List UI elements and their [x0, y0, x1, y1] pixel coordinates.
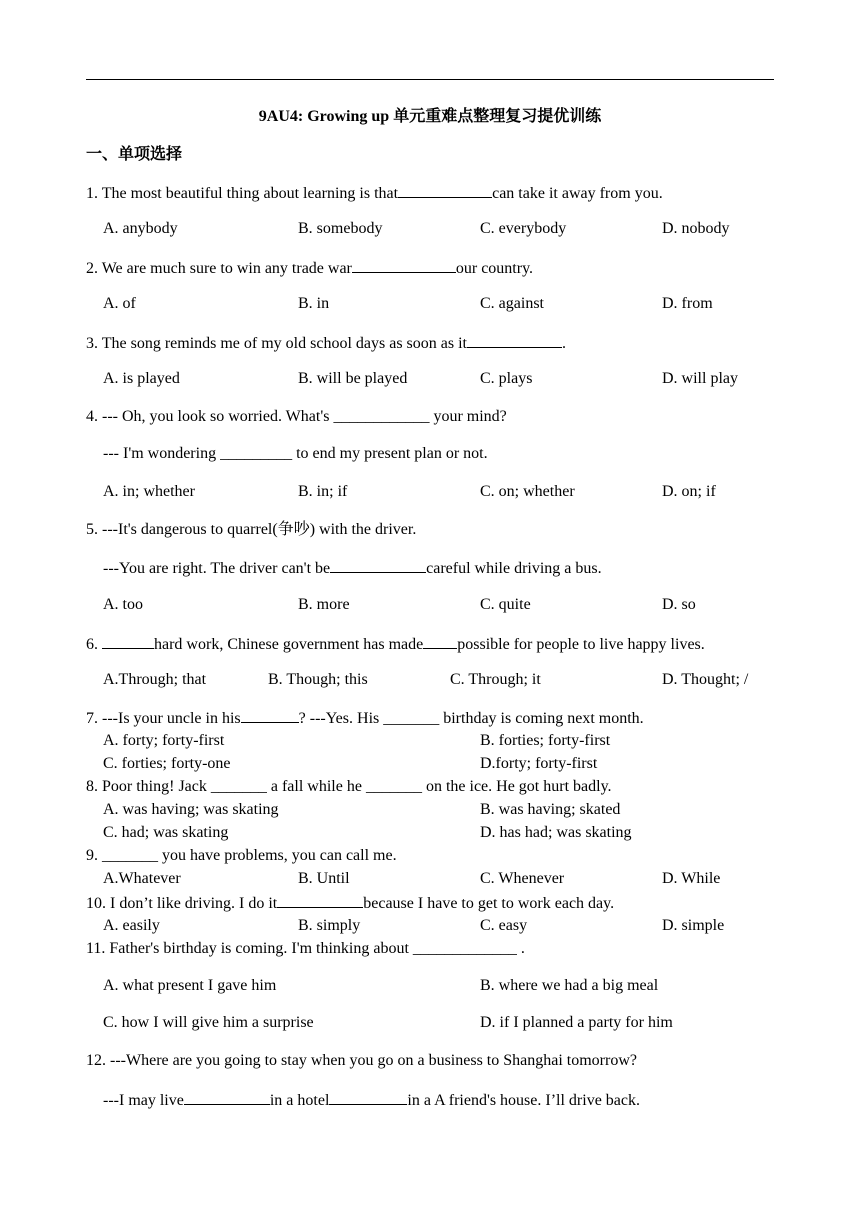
- question-11-stem: 11. Father's birthday is coming. I'm thinking about _____________ .: [86, 940, 525, 957]
- q5-option-b[interactable]: B. more: [298, 596, 350, 613]
- q7-option-b[interactable]: B. forties; forty-first: [480, 732, 611, 749]
- q11-option-a[interactable]: A. what present I gave him: [103, 977, 277, 994]
- answer-blank[interactable]: [241, 707, 299, 723]
- question-3-stem: [86, 332, 566, 354]
- q7-option-c[interactable]: C. forties; forty-one: [103, 755, 231, 772]
- q4-option-c[interactable]: C. on; whether: [480, 483, 575, 500]
- q10-option-b[interactable]: B. simply: [298, 917, 361, 934]
- stem-text: ---You are right. The driver can't be: [103, 560, 331, 577]
- q8-option-d[interactable]: D. has had; was skating: [480, 824, 632, 841]
- question-1-stem: [86, 182, 663, 204]
- stem-text: 10. I don’t like driving. I do it: [86, 895, 278, 912]
- answer-blank[interactable]: [467, 332, 562, 348]
- answer-blank[interactable]: [329, 1089, 407, 1105]
- q2-option-d[interactable]: D. from: [662, 295, 713, 312]
- q2-option-c[interactable]: C. against: [480, 295, 544, 312]
- q11-option-b[interactable]: B. where we had a big meal: [480, 977, 659, 994]
- stem-text: possible for people to live happy lives.: [457, 636, 705, 653]
- q2-option-a[interactable]: A. of: [103, 295, 136, 312]
- q5-option-c[interactable]: C. quite: [480, 596, 531, 613]
- stem-text: can take it away from you.: [492, 185, 663, 202]
- q4-option-b[interactable]: B. in; if: [298, 483, 348, 500]
- stem-text: our country.: [455, 260, 534, 277]
- q7-option-a[interactable]: A. forty; forty-first: [103, 732, 225, 749]
- q10-option-d[interactable]: D. simple: [662, 917, 725, 934]
- answer-blank[interactable]: [330, 557, 426, 573]
- answer-blank[interactable]: [277, 892, 363, 908]
- question-8-stem: 8. Poor thing! Jack _______ a fall while he _______ on the ice. He got hurt badly.: [86, 778, 612, 795]
- question-6-stem: [86, 633, 705, 655]
- answer-blank[interactable]: [352, 257, 456, 273]
- q6-option-c[interactable]: C. Through; it: [450, 671, 541, 688]
- stem-text: 2. We are much sure to win any trade war: [86, 260, 352, 277]
- answer-blank[interactable]: [423, 633, 457, 649]
- question-9-stem: 9. _______ you have problems, you can call me.: [86, 847, 397, 864]
- q6-option-d[interactable]: D. Thought; /: [662, 671, 749, 688]
- q1-option-d[interactable]: D. nobody: [662, 220, 730, 237]
- stem-text: .: [562, 335, 566, 352]
- q3-option-d[interactable]: D. will play: [662, 370, 738, 387]
- question-5-line2: [103, 557, 602, 579]
- q1-option-c[interactable]: C. everybody: [480, 220, 567, 237]
- q4-option-a[interactable]: A. in; whether: [103, 483, 195, 500]
- question-12-line2: [103, 1089, 640, 1111]
- stem-text: careful while driving a bus.: [426, 560, 602, 577]
- q9-option-d[interactable]: D. While: [662, 870, 721, 887]
- q10-option-a[interactable]: A. easily: [103, 917, 160, 934]
- stem-text: 3. The song reminds me of my old school days as soon as it: [86, 335, 467, 352]
- stem-text: hard work, Chinese government has made: [154, 636, 424, 653]
- question-12-stem: 12. ---Where are you going to stay when you go on a business to Shanghai tomorrow?: [86, 1052, 637, 1069]
- q6-option-a[interactable]: A.Through; that: [103, 671, 207, 688]
- q9-option-b[interactable]: B. Until: [298, 870, 350, 887]
- question-5-stem: 5. ---It's dangerous to quarrel(争吵) with the driver.: [86, 521, 417, 538]
- q9-option-c[interactable]: C. Whenever: [480, 870, 565, 887]
- question-4-stem: 4. --- Oh, you look so worried. What's ____________ your mind?: [86, 408, 507, 425]
- answer-blank[interactable]: [102, 633, 154, 649]
- question-4-line2: --- I'm wondering _________ to end my present plan or not.: [103, 445, 488, 462]
- q11-option-c[interactable]: C. how I will give him a surprise: [103, 1014, 314, 1031]
- stem-text: in a hotel: [269, 1092, 330, 1109]
- stem-text: 7. ---Is your uncle in his: [86, 710, 241, 727]
- question-7-stem: [86, 707, 644, 729]
- q8-option-a[interactable]: A. was having; was skating: [103, 801, 279, 818]
- q4-option-d[interactable]: D. on; if: [662, 483, 716, 500]
- q9-option-a[interactable]: A.Whatever: [103, 870, 181, 887]
- q1-option-a[interactable]: A. anybody: [103, 220, 178, 237]
- stem-text: 6.: [86, 636, 102, 653]
- page-title: 9AU4: Growing up 单元重难点整理复习提优训练: [258, 108, 602, 125]
- q5-option-a[interactable]: A. too: [103, 596, 143, 613]
- answer-blank[interactable]: [184, 1089, 270, 1105]
- q2-option-b[interactable]: B. in: [298, 295, 330, 312]
- q3-option-b[interactable]: B. will be played: [298, 370, 408, 387]
- stem-text: ? ---Yes. His _______ birthday is coming next month.: [298, 710, 644, 727]
- q1-option-b[interactable]: B. somebody: [298, 220, 383, 237]
- q11-option-d[interactable]: D. if I planned a party for him: [480, 1014, 673, 1031]
- stem-text: because I have to get to work each day.: [363, 895, 615, 912]
- header-rule: [86, 79, 774, 80]
- q7-option-d[interactable]: D.forty; forty-first: [480, 755, 598, 772]
- q8-option-b[interactable]: B. was having; skated: [480, 801, 621, 818]
- q5-option-d[interactable]: D. so: [662, 596, 696, 613]
- question-2-stem: [86, 257, 533, 279]
- q6-option-b[interactable]: B. Though; this: [268, 671, 368, 688]
- answer-blank[interactable]: [398, 182, 492, 198]
- stem-text: 1. The most beautiful thing about learning is that: [86, 185, 399, 202]
- q10-option-c[interactable]: C. easy: [480, 917, 528, 934]
- stem-text: in a A friend's house. I’ll drive back.: [407, 1092, 641, 1109]
- q3-option-c[interactable]: C. plays: [480, 370, 533, 387]
- stem-text: ---I may live: [103, 1092, 184, 1109]
- question-10-stem: [86, 892, 614, 914]
- q3-option-a[interactable]: A. is played: [103, 370, 180, 387]
- section-heading: 一、单项选择: [86, 146, 183, 163]
- q8-option-c[interactable]: C. had; was skating: [103, 824, 229, 841]
